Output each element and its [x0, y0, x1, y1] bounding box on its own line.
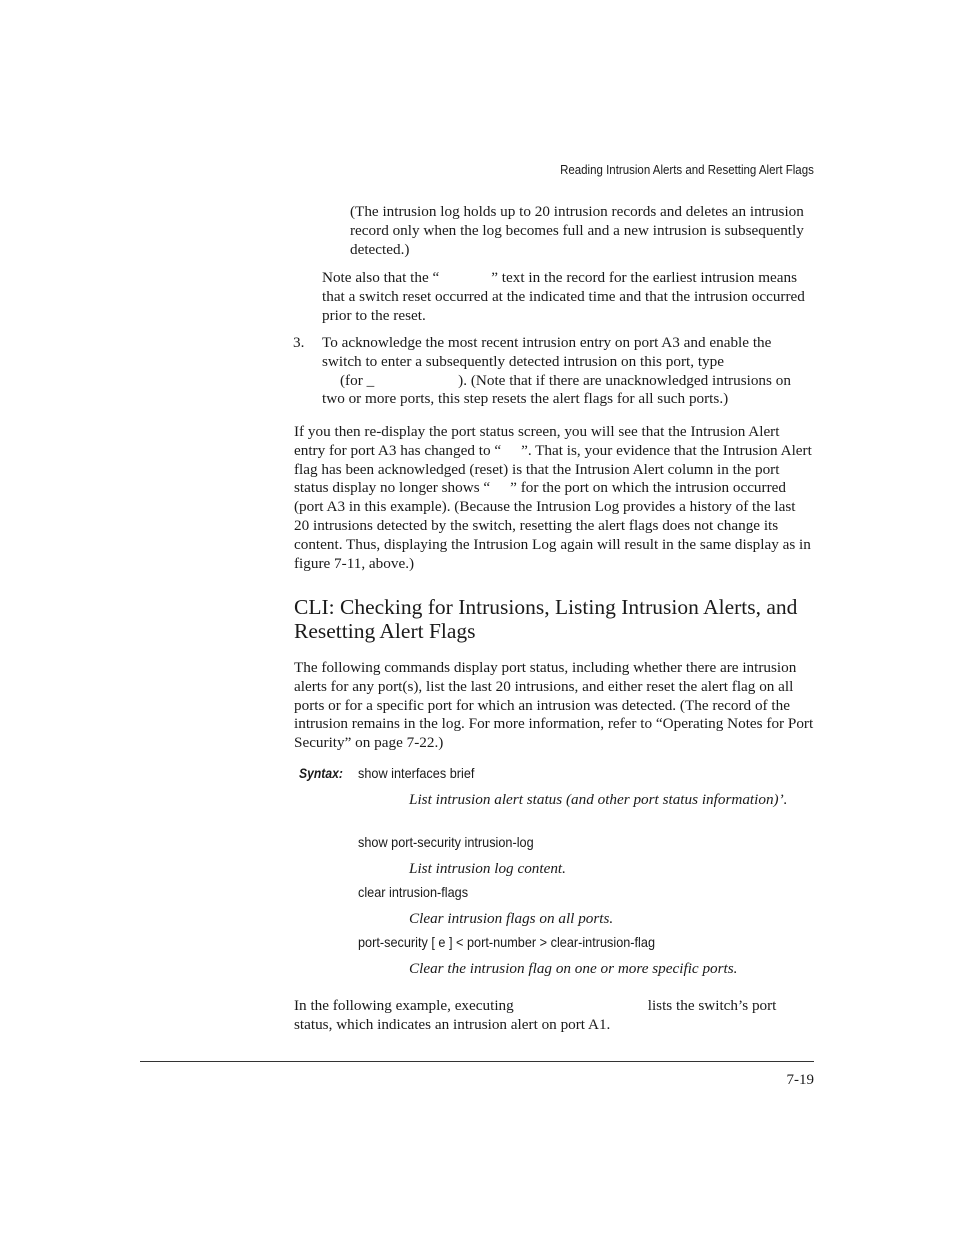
page-number: 7-19 — [786, 1072, 814, 1088]
footer-rule — [140, 1061, 814, 1062]
intrusion-log-note: (The intrusion log holds up to 20 intrusion records and deletes an intrusion record only when the log becomes full and a new intrusion is subsequently detected.) — [350, 203, 804, 258]
syntax-label: Syntax: — [299, 766, 343, 781]
section-heading: CLI: Checking for Intrusions, Listing Intrusion Alerts, and Resetting Alert Flags — [294, 595, 798, 643]
example-paragraph — [294, 997, 814, 1035]
reset-note-paragraph — [322, 269, 814, 325]
cli-intro-paragraph: The following commands display port status, including whether there are intrusion alerts for any port(s), list the last 20 intrusions, and either reset the alert flag on all ports or for a specific port for which an intrusion was detected. (The record of the intrusion remains in the log. For more information, refer to “Operating Notes for Port Security” on page 7-22.) — [294, 659, 814, 752]
redisplay-paragraph — [294, 423, 814, 573]
redisplay-text-c: ” for the port on which the intrusion occurred (port A3 in this example). (Because the Intrusion Log provides a history of the last 20 intrusions detected by the switch, resetting the alert flags does not change its content. Thus, displaying the Intrusion Log again will result in the same display as in figure 7-11, above.) — [294, 479, 811, 572]
reset-note-text-a: Note also that the “ — [322, 269, 440, 286]
command-port-security-clear-flag: port-security [ e ] < port-number > clear-intrusion-flag — [358, 935, 656, 950]
command-show-interfaces-brief: show interfaces brief — [358, 766, 475, 781]
command-description: List intrusion log content. — [409, 860, 566, 877]
command-description: List intrusion alert status (and other port status information)’. — [409, 791, 788, 808]
reset-note-text-b: ” text in the record for the earliest intrusion means that a switch reset occurred at the indicated time and that the intrusion occurred prior to the reset. — [322, 269, 805, 324]
example-text-a: In the following example, executing — [294, 997, 514, 1014]
command-clear-intrusion-flags: clear intrusion-flags — [358, 885, 469, 900]
step-3-text-c: ). (Note that if there are unacknowledged intrusions on two or more ports, this step resets the alert flags for all such ports.) — [322, 371, 791, 408]
redisplay-text-b: ”. That is, your evidence that the Intrusion Alert flag has been acknowledged (reset) is that the Intrusion Alert column in the port status display no longer shows “ — [294, 441, 812, 497]
step-number: 3. — [293, 334, 305, 351]
example-text-b: lists the switch’s port status, which indicates an intrusion alert on port A1. — [294, 997, 777, 1033]
step-3-text-b: (for _ — [340, 371, 375, 389]
running-header: Reading Intrusion Alerts and Resetting Alert Flags — [560, 163, 814, 177]
step-3-text-a: To acknowledge the most recent intrusion entry on port A3 and enable the switch to enter a subsequently detected intrusion on this port, type — [322, 334, 772, 370]
redisplay-text-a: If you then re-display the port status screen, you will see that the Intrusion Alert entry for port A3 has changed to “ — [294, 423, 780, 459]
command-description: Clear the intrusion flag on one or more specific ports. — [409, 960, 738, 977]
step-3-paragraph — [322, 334, 814, 409]
command-description: Clear intrusion flags on all ports. — [409, 910, 614, 927]
command-show-intrusion-log: show port-security intrusion-log — [358, 835, 534, 850]
